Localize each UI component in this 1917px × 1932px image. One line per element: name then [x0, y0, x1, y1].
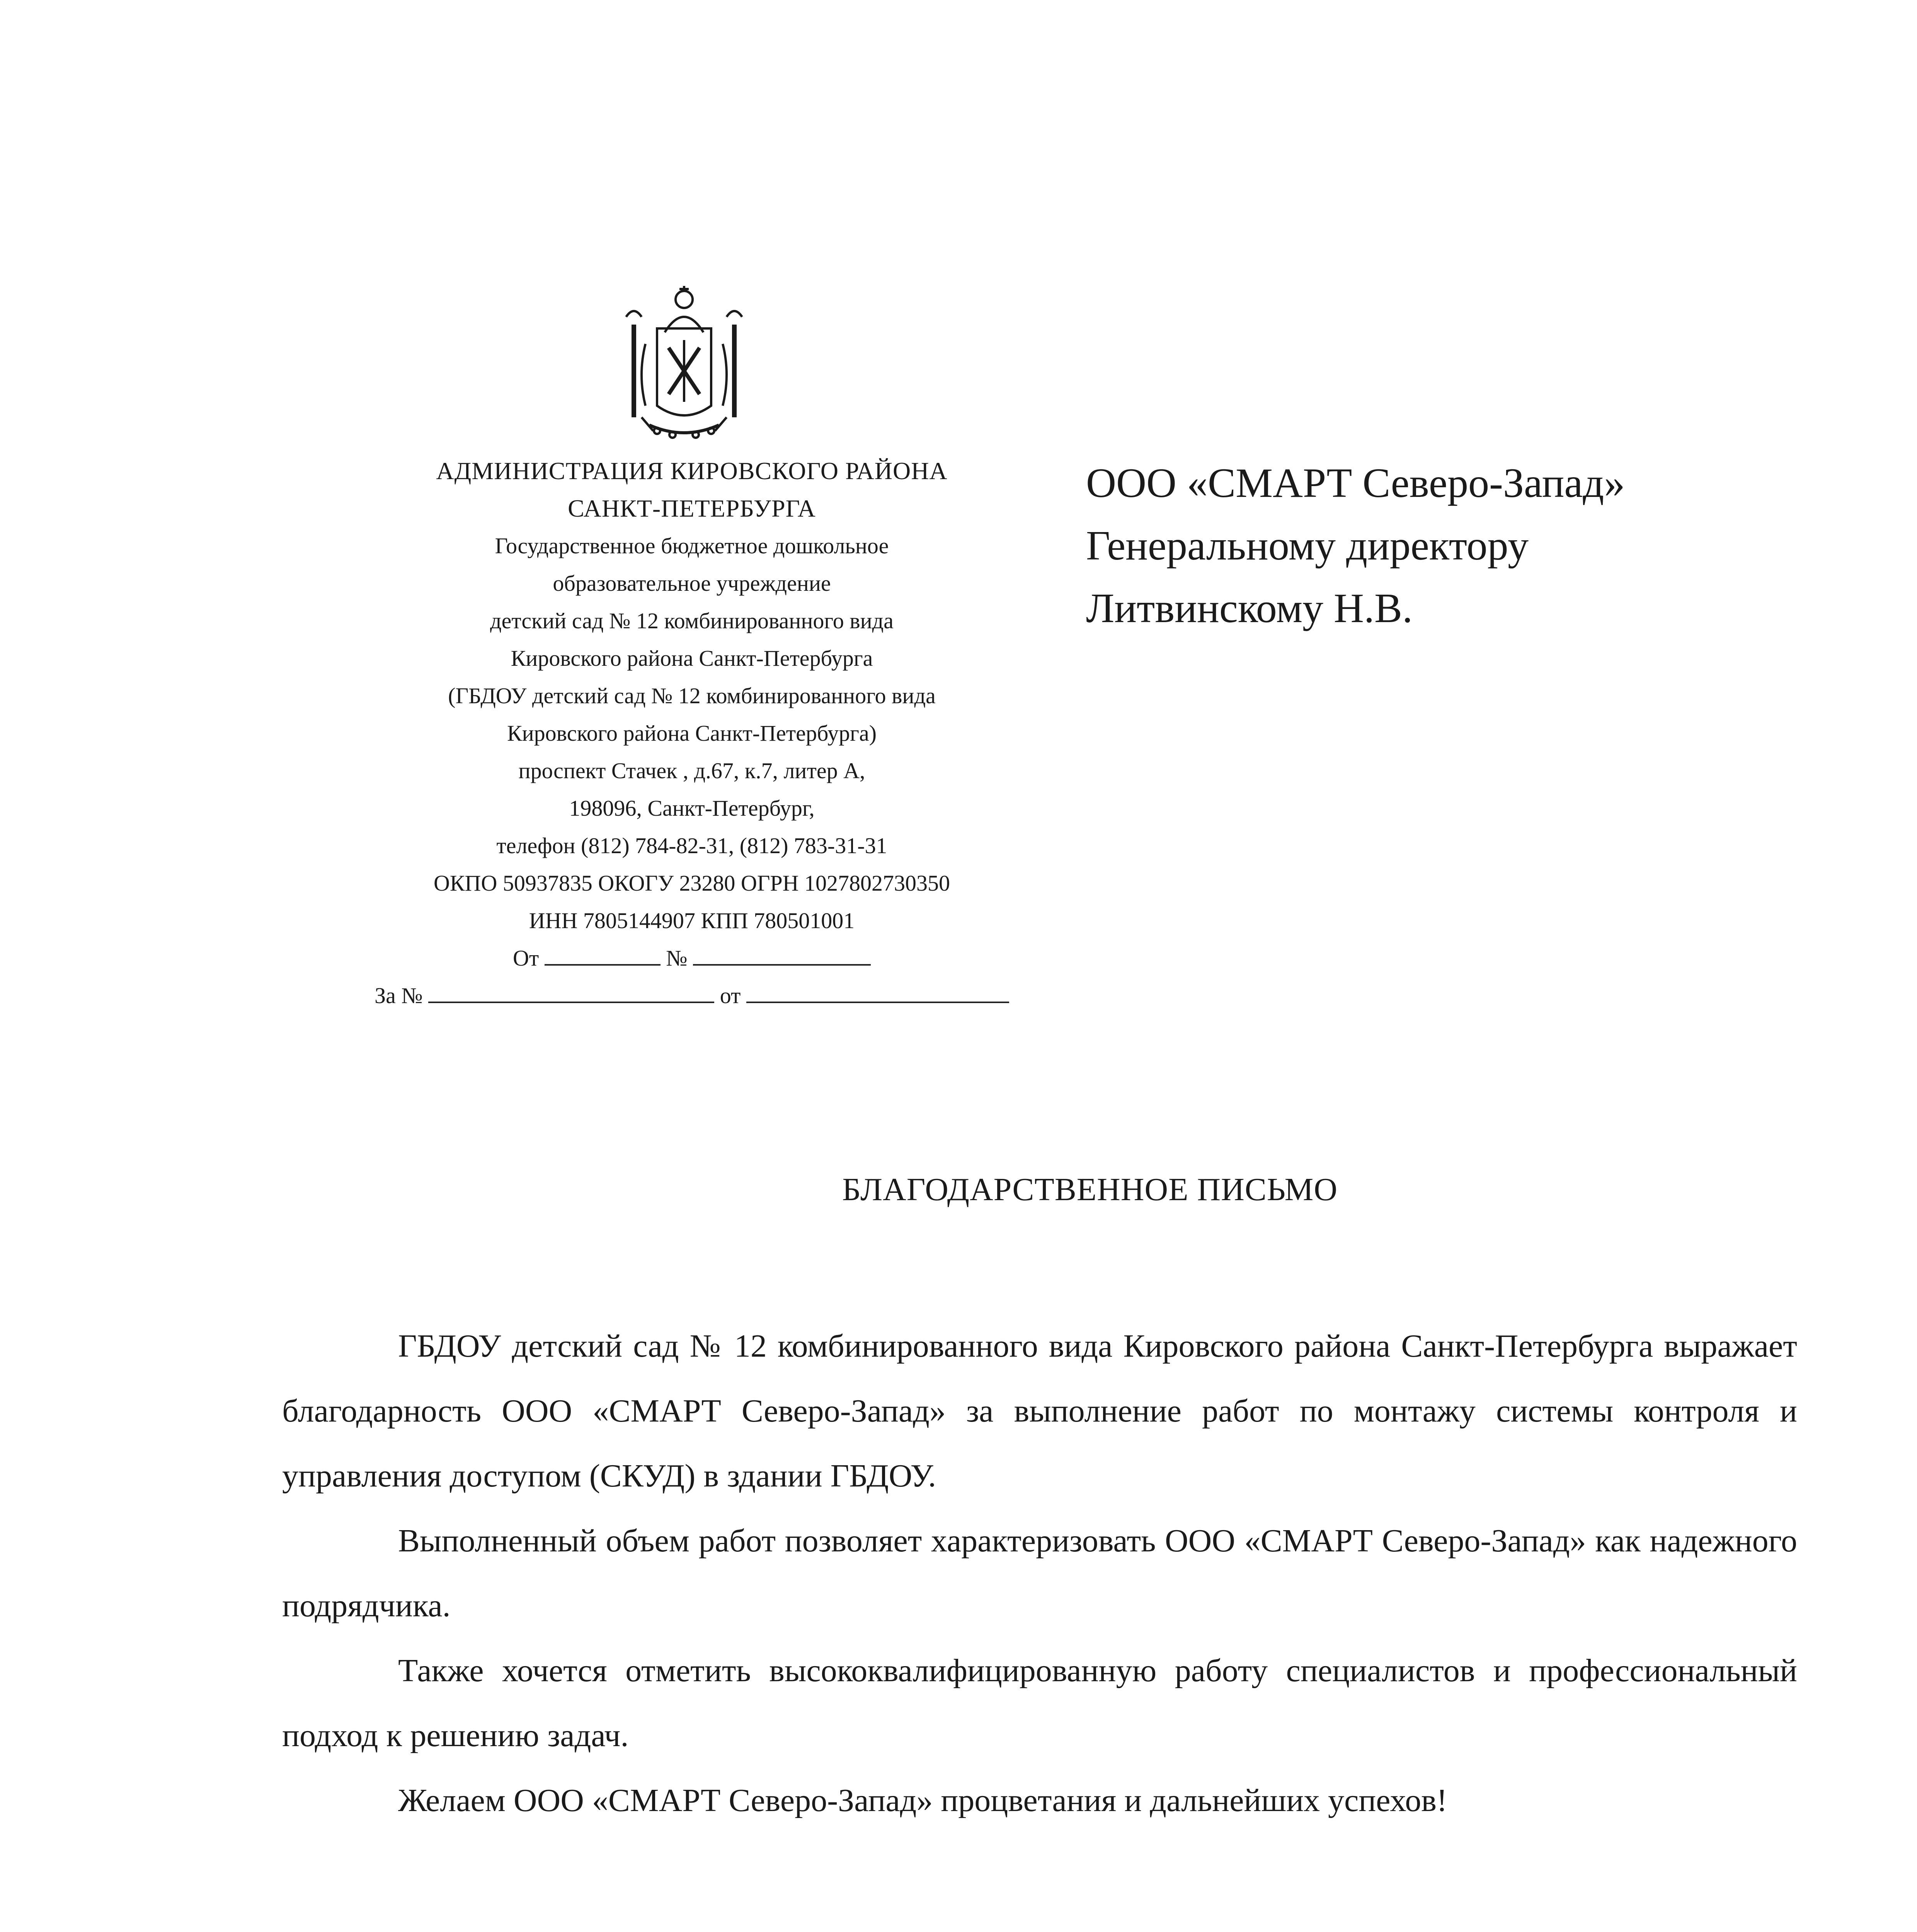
tax-codes: ИНН 7805144907 КПП 780501001 [529, 908, 855, 933]
outgoing-number-row [340, 939, 1044, 977]
registry-codes: ОКПО 50937835 ОКОГУ 23280 ОГРН 1027802730350 [433, 871, 950, 896]
addressee-block [1086, 452, 1820, 640]
org-line: образовательное учреждение [553, 571, 831, 596]
org-line: детский сад № 12 комбинированного вида [490, 608, 894, 633]
body-paragraph: Выполненный объем работ позволяет характеризовать ООО «СМАРТ Северо-Запад» как надежного подрядчика. [282, 1523, 1797, 1624]
org-line: Государственное бюджетное дошкольное [495, 533, 889, 558]
coat-of-arms-icon [611, 278, 758, 448]
addressee-position: Генеральному директору [1086, 523, 1529, 569]
reply-label: За № [375, 983, 423, 1008]
addressee-name: Литвинскому Н.В. [1086, 585, 1413, 631]
city-name: САНКТ-ПЕТЕРБУРГА [568, 495, 816, 522]
body-paragraph: ГБДОУ детский сад № 12 комбинированного вида Кировского района Санкт-Петербурга выражает благодарность ООО «СМАРТ Северо-Запад» за выполнение работ по монтажу системы контроля и управления доступом (СКУД) в здании ГБДОУ. [282, 1328, 1797, 1494]
org-line: (ГБДОУ детский сад № 12 комбинированного вида [448, 683, 936, 708]
address-line: проспект Стачек , д.67, к.7, литер А, [518, 758, 865, 783]
date-blank [545, 941, 661, 966]
dated-label: от [720, 983, 741, 1008]
reply-number-row [340, 977, 1044, 1014]
body-paragraph: Желаем ООО «СМАРТ Северо-Запад» процветания и дальнейших успехов! [398, 1782, 1447, 1818]
sender-header [340, 452, 1044, 1014]
letter-title: БЛАГОДАРСТВЕННОЕ ПИСЬМО [842, 1172, 1338, 1208]
org-line: Кировского района Санкт-Петербурга [511, 646, 873, 671]
address-line: 198096, Санкт-Петербург, [569, 796, 815, 821]
reply-date-blank [746, 978, 1009, 1003]
from-label: От [512, 946, 539, 971]
reply-number-blank [428, 978, 714, 1003]
org-line: Кировского района Санкт-Петербурга) [507, 721, 877, 746]
body-paragraph: Также хочется отметить высококвалифицированную работу специалистов и профессиональный подход к решению задач. [282, 1653, 1797, 1753]
administration-name: АДМИНИСТРАЦИЯ КИРОВСКОГО РАЙОНА [436, 457, 948, 485]
phone-line: телефон (812) 784-82-31, (812) 783-31-31 [496, 833, 887, 858]
letter-body [282, 1314, 1797, 1833]
number-label: № [666, 946, 688, 971]
addressee-company: ООО «СМАРТ Северо-Запад» [1086, 460, 1625, 506]
number-blank [693, 941, 871, 966]
